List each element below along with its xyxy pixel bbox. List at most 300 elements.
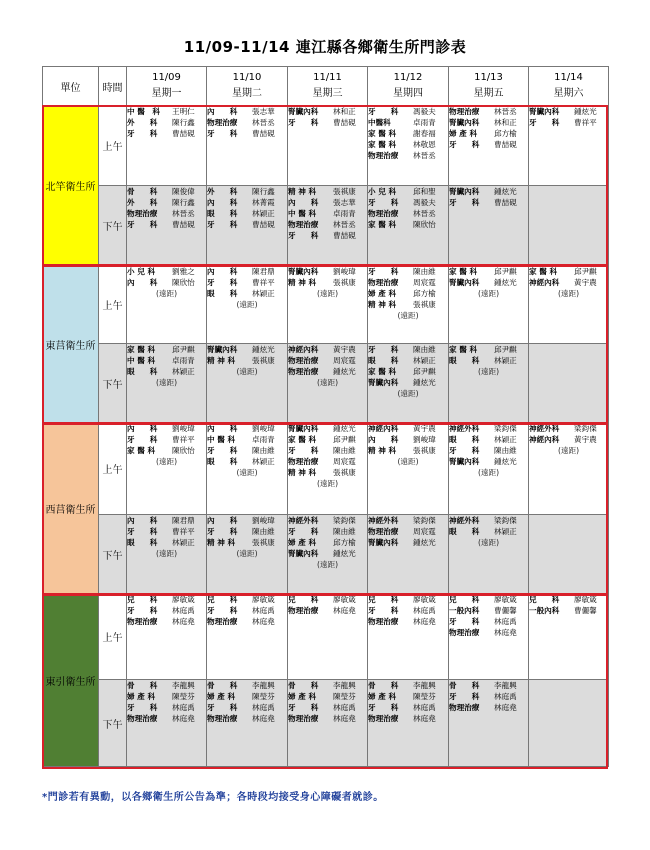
department-label: 腎臟內科 <box>529 107 560 116</box>
department-label: 婦 產 科 <box>288 538 317 547</box>
doctor-name: 曹喆硯 <box>252 220 275 229</box>
schedule-entry <box>368 616 448 627</box>
schedule-row <box>43 266 609 344</box>
department-label: 內 科 <box>207 424 238 433</box>
schedule-entry <box>127 219 206 230</box>
department-label: 牙 科 <box>288 446 319 455</box>
schedule-cell <box>449 344 529 423</box>
department-label: 物理治療 <box>368 527 399 536</box>
schedule-entry <box>449 423 528 434</box>
department-label: 內 科 <box>368 435 399 444</box>
schedule-entry <box>368 445 448 456</box>
department-label: 牙 科 <box>127 606 158 615</box>
department-label: 內 科 <box>127 424 158 433</box>
remote-note: (遠距) <box>557 446 580 455</box>
department-label: 牙 科 <box>368 267 399 276</box>
schedule-cell <box>449 515 529 594</box>
department-label: 眼 科 <box>449 435 480 444</box>
doctor-name: 林庭堯 <box>252 714 275 723</box>
doctor-name: 林晉丞 <box>413 151 436 160</box>
header-row <box>43 67 609 106</box>
doctor-name: 林穎正 <box>494 356 517 365</box>
day-weekday: 星期五 <box>473 88 504 99</box>
schedule-entry <box>127 208 206 219</box>
schedule-entry <box>127 423 206 434</box>
schedule-cell <box>207 515 288 594</box>
department-label: 物理治療 <box>368 209 399 218</box>
department-label: 物理治療 <box>368 617 399 626</box>
schedule-entry <box>207 445 287 456</box>
doctor-name: 林穎正 <box>252 457 275 466</box>
schedule-entry <box>368 691 448 702</box>
schedule-entry <box>368 106 448 117</box>
department-label: 一般內科 <box>449 606 480 615</box>
doctor-name: 曹祥平 <box>172 527 195 536</box>
department-label: 兒 科 <box>449 595 480 604</box>
remote-note: (遠距) <box>316 378 339 387</box>
doctor-name: 林庭禹 <box>413 703 436 712</box>
schedule-cell <box>529 680 609 767</box>
doctor-name: 馮毅夫 <box>413 198 436 207</box>
schedule-entry <box>529 117 608 128</box>
schedule-entry <box>207 355 287 366</box>
doctor-name: 陳由維 <box>413 345 436 354</box>
schedule-entry <box>529 277 608 288</box>
department-label: 精 神 科 <box>288 187 317 196</box>
schedule-entry <box>288 605 367 616</box>
remote-note: (遠距) <box>155 457 178 466</box>
doctor-name: 曹祥平 <box>252 278 275 287</box>
schedule-row <box>43 680 609 767</box>
department-label: 眼 科 <box>127 367 158 376</box>
doctor-name: 卓雨青 <box>413 118 436 127</box>
department-label: 精 神 科 <box>368 300 397 309</box>
doctor-name: 劉峻瑋 <box>333 267 356 276</box>
schedule-entry <box>449 186 528 197</box>
am-label: 上午 <box>99 423 127 515</box>
schedule-entry <box>368 377 448 388</box>
doctor-name: 陳欣怡 <box>172 278 195 287</box>
department-label: 神經內科 <box>368 424 399 433</box>
schedule-entry <box>127 680 206 691</box>
department-label: 物理治療 <box>207 118 238 127</box>
day-header <box>288 67 368 106</box>
doctor-name: 劉峻瑋 <box>252 516 275 525</box>
schedule-cell <box>368 680 449 767</box>
department-label: 牙 科 <box>449 140 480 149</box>
schedule-entry <box>127 434 206 445</box>
schedule-entry <box>207 456 287 467</box>
department-label: 家 醫 科 <box>368 140 397 149</box>
schedule-entry <box>449 456 528 467</box>
department-label: 內 科 <box>207 516 238 525</box>
remote-note: (遠距) <box>397 389 419 398</box>
clinic-unit-name: 東莒衛生所 <box>43 266 99 423</box>
schedule-entry <box>288 434 367 445</box>
schedule-entry <box>288 713 367 724</box>
schedule-entry <box>207 713 287 724</box>
doctor-name: 卓雨青 <box>333 209 356 218</box>
schedule-entry <box>449 616 528 627</box>
doctor-name: 廖敏箴 <box>574 595 597 604</box>
doctor-name: 曹喆硯 <box>333 231 356 240</box>
schedule-entry <box>127 515 206 526</box>
doctor-name: 劉峻瑋 <box>413 435 436 444</box>
doctor-name: 曹喆硯 <box>172 220 195 229</box>
schedule-entry <box>529 605 608 616</box>
schedule-entry <box>368 288 448 299</box>
department-label: 神經內科 <box>529 278 560 287</box>
department-label: 神經內科 <box>288 345 319 354</box>
day-header <box>207 67 288 106</box>
doctor-name: 曹儷馨 <box>494 606 517 615</box>
doctor-name: 劉峻瑋 <box>172 424 195 433</box>
schedule-entry <box>368 128 448 139</box>
department-label: 物理治療 <box>127 209 158 218</box>
department-label: 物理治療 <box>288 220 319 229</box>
doctor-name: 張祺康 <box>413 446 436 455</box>
schedule-entry <box>127 277 206 288</box>
doctor-name: 謝春福 <box>413 129 436 138</box>
department-label: 中 醫 科 <box>207 435 236 444</box>
schedule-entry <box>207 186 287 197</box>
department-label: 眼 科 <box>449 527 480 536</box>
doctor-name: 林庭堯 <box>333 714 356 723</box>
schedule-entry <box>288 445 367 456</box>
schedule-row <box>43 106 609 186</box>
department-label: 一般內科 <box>529 606 560 615</box>
schedule-entry <box>288 117 367 128</box>
doctor-name: 陳瑩芬 <box>413 692 436 701</box>
doctor-name: 陳由維 <box>333 446 356 455</box>
doctor-name: 張祺康 <box>252 356 275 365</box>
department-label: 牙 科 <box>207 703 238 712</box>
doctor-name: 林和正 <box>494 118 517 127</box>
doctor-name: 李龍興 <box>494 681 517 690</box>
department-label: 物理治療 <box>207 617 238 626</box>
schedule-entry <box>288 366 367 377</box>
schedule-entry <box>127 691 206 702</box>
department-label: 骨 科 <box>127 187 158 196</box>
schedule-entry <box>207 434 287 445</box>
schedule-cell <box>529 106 609 186</box>
schedule-cell <box>207 680 288 767</box>
doctor-name: 鍾炫光 <box>574 107 597 116</box>
doctor-name: 陳由維 <box>333 527 356 536</box>
doctor-name: 邱方榆 <box>333 538 356 547</box>
department-label: 精 神 科 <box>368 446 397 455</box>
department-label: 骨 科 <box>288 681 319 690</box>
department-label: 牙 科 <box>529 118 560 127</box>
doctor-name: 周宸霆 <box>413 278 436 287</box>
day-weekday: 星期一 <box>151 88 182 99</box>
department-label: 內 科 <box>207 107 238 116</box>
schedule-entry <box>127 197 206 208</box>
clinic-unit-name: 東引衛生所 <box>43 594 99 767</box>
schedule-cell <box>529 186 609 266</box>
doctor-name: 曹喆硯 <box>252 129 275 138</box>
schedule-entry <box>207 616 287 627</box>
schedule-entry <box>288 467 367 478</box>
schedule-entry <box>207 106 287 117</box>
schedule-entry <box>127 702 206 713</box>
day-date: 11/10 <box>232 72 262 83</box>
department-label: 眼 科 <box>207 457 238 466</box>
department-label: 眼 科 <box>207 289 238 298</box>
schedule-entry <box>368 526 448 537</box>
schedule-entry <box>449 117 528 128</box>
doctor-name: 劉峻瑋 <box>252 424 275 433</box>
schedule-entry <box>288 344 367 355</box>
doctor-name: 陳行鑫 <box>252 187 275 196</box>
schedule-cell <box>368 423 449 515</box>
department-label: 婦 產 科 <box>288 692 317 701</box>
department-label: 家 醫 科 <box>449 345 478 354</box>
department-label: 家 醫 科 <box>529 267 558 276</box>
department-label: 腎臟內科 <box>368 378 399 387</box>
doctor-name: 陳由維 <box>252 446 275 455</box>
schedule-entry <box>127 537 206 548</box>
doctor-name: 周宸霆 <box>333 356 356 365</box>
doctor-name: 梁鈞傑 <box>333 516 356 525</box>
schedule-entry <box>368 186 448 197</box>
doctor-name: 林庭堯 <box>413 714 436 723</box>
department-label: 外 科 <box>207 187 238 196</box>
doctor-name: 梁鈞傑 <box>494 424 517 433</box>
schedule-cell <box>449 266 529 344</box>
doctor-name: 曹儷馨 <box>574 606 597 615</box>
doctor-name: 陳由維 <box>252 527 275 536</box>
department-label: 神經外科 <box>529 424 560 433</box>
remote-note: (遠距) <box>477 289 500 298</box>
doctor-name: 廖敏箴 <box>333 595 356 604</box>
doctor-name: 張志華 <box>333 198 356 207</box>
schedule-entry <box>368 366 448 377</box>
department-label: 內 科 <box>127 516 158 525</box>
department-label: 牙 科 <box>368 345 399 354</box>
schedule-entry <box>288 230 367 241</box>
schedule-entry <box>449 139 528 150</box>
day-weekday: 星期二 <box>232 88 262 99</box>
department-label: 牙 科 <box>127 220 158 229</box>
doctor-name: 梁鈞傑 <box>494 516 517 525</box>
schedule-entry <box>127 605 206 616</box>
doctor-name: 廖敏箴 <box>494 595 517 604</box>
pm-label: 下午 <box>99 344 127 423</box>
remote-note: (遠距) <box>477 468 500 477</box>
doctor-name: 邱和聖 <box>413 187 436 196</box>
doctor-name: 陳行鑫 <box>172 198 195 207</box>
schedule-cell <box>368 515 449 594</box>
doctor-name: 馮毅夫 <box>413 107 436 116</box>
doctor-name: 黃宇農 <box>574 435 597 444</box>
schedule-entry <box>207 208 287 219</box>
department-label: 小 兒 科 <box>127 267 156 276</box>
schedule-entry <box>207 288 287 299</box>
doctor-name: 林敬恩 <box>413 140 436 149</box>
doctor-name: 張祺康 <box>252 538 275 547</box>
schedule-entry <box>288 537 367 548</box>
doctor-name: 曹祥平 <box>574 118 597 127</box>
doctor-name: 陳瑩芬 <box>333 692 356 701</box>
remote-note: (遠距) <box>236 367 258 376</box>
department-label: 家 醫 科 <box>368 129 397 138</box>
schedule-cell <box>529 344 609 423</box>
doctor-name: 張祺康 <box>333 187 356 196</box>
department-label: 牙 科 <box>449 198 480 207</box>
doctor-name: 林和正 <box>333 107 356 116</box>
schedule-cell <box>127 423 207 515</box>
pm-label: 下午 <box>99 515 127 594</box>
department-label: 牙 科 <box>127 435 158 444</box>
time-header: 時間 <box>99 67 127 106</box>
schedule-entry <box>207 128 287 139</box>
doctor-name: 李龍興 <box>333 681 356 690</box>
schedule-entry <box>127 713 206 724</box>
department-label: 牙 科 <box>368 107 399 116</box>
doctor-name: 邱尹麒 <box>172 345 195 354</box>
schedule-cell <box>368 186 449 266</box>
schedule-entry <box>368 277 448 288</box>
doctor-name: 林庭禹 <box>252 606 275 615</box>
remote-note: (遠距) <box>316 289 339 298</box>
schedule-entry <box>207 605 287 616</box>
department-label: 牙 科 <box>368 198 399 207</box>
schedule-cell <box>288 266 368 344</box>
department-label: 牙 科 <box>288 703 319 712</box>
am-label: 上午 <box>99 594 127 680</box>
doctor-name: 黃宇農 <box>333 345 356 354</box>
doctor-name: 林庭堯 <box>494 703 517 712</box>
department-label: 牙 科 <box>207 606 238 615</box>
doctor-name: 鍾炫光 <box>333 424 356 433</box>
schedule-entry <box>449 627 528 638</box>
schedule-cell <box>529 515 609 594</box>
day-header <box>529 67 609 106</box>
schedule-entry <box>288 680 367 691</box>
schedule-entry <box>207 515 287 526</box>
doctor-name: 陳欣怡 <box>413 220 436 229</box>
department-label: 腎臟內科 <box>449 118 480 127</box>
department-label: 物理治療 <box>449 703 480 712</box>
schedule-entry <box>449 344 528 355</box>
schedule-entry <box>127 186 206 197</box>
department-label: 眼 科 <box>368 356 399 365</box>
schedule-entry <box>207 344 287 355</box>
schedule-entry <box>207 526 287 537</box>
department-label: 牙 科 <box>288 231 319 240</box>
department-label: 牙 科 <box>288 118 319 127</box>
doctor-name: 陳瑩芬 <box>252 692 275 701</box>
department-label: 內 科 <box>207 267 238 276</box>
doctor-name: 廖敏箴 <box>172 595 195 604</box>
schedule-entry <box>207 197 287 208</box>
schedule-entry <box>368 117 448 128</box>
schedule-cell <box>449 186 529 266</box>
doctor-name: 曹祥平 <box>172 435 195 444</box>
schedule-entry <box>288 219 367 230</box>
department-label: 腎臟內科 <box>288 424 319 433</box>
doctor-name: 鍾炫光 <box>333 549 356 558</box>
department-label: 外 科 <box>127 118 158 127</box>
schedule-entry <box>288 515 367 526</box>
remote-note: (遠距) <box>557 289 580 298</box>
schedule-cell <box>127 344 207 423</box>
schedule-entry <box>288 423 367 434</box>
schedule-entry <box>207 594 287 605</box>
schedule-cell <box>288 594 368 680</box>
schedule-cell <box>288 515 368 594</box>
department-label: 內 科 <box>288 198 319 207</box>
doctor-name: 梁鈞傑 <box>574 424 597 433</box>
schedule-entry <box>368 150 448 161</box>
day-date: 11/13 <box>474 72 503 83</box>
doctor-name: 林穎正 <box>252 209 275 218</box>
doctor-name: 林晉丞 <box>252 118 275 127</box>
doctor-name: 李龍興 <box>252 681 275 690</box>
schedule-entry <box>449 128 528 139</box>
department-label: 牙 科 <box>207 129 238 138</box>
department-label: 物理治療 <box>449 107 480 116</box>
department-label: 中 醫 科 <box>288 209 317 218</box>
department-label: 家 醫 科 <box>449 267 478 276</box>
department-label: 骨 科 <box>207 681 238 690</box>
remote-note: (遠距) <box>477 367 500 376</box>
doctor-name: 鍾炫光 <box>413 378 436 387</box>
schedule-entry <box>127 616 206 627</box>
schedule-entry <box>368 594 448 605</box>
department-label: 精 神 科 <box>288 278 317 287</box>
doctor-name: 陳君鼎 <box>252 267 275 276</box>
department-label: 物理治療 <box>368 151 399 160</box>
schedule-entry <box>207 117 287 128</box>
schedule-entry <box>127 445 206 456</box>
doctor-name: 黃宇農 <box>574 278 597 287</box>
doctor-name: 林庭禹 <box>252 703 275 712</box>
remote-note: (遠距) <box>477 538 500 547</box>
department-label: 牙 科 <box>449 692 480 701</box>
department-label: 物理治療 <box>127 714 158 723</box>
schedule-entry <box>288 197 367 208</box>
schedule-entry <box>207 277 287 288</box>
remote-note: (遠距) <box>236 549 258 558</box>
schedule-entry <box>449 605 528 616</box>
department-label: 物理治療 <box>127 617 158 626</box>
department-label: 婦 產 科 <box>368 289 397 298</box>
schedule-cell <box>449 106 529 186</box>
doctor-name: 林穎正 <box>172 367 195 376</box>
department-label: 家 醫 科 <box>368 220 397 229</box>
doctor-name: 鍾炫光 <box>413 538 436 547</box>
doctor-name: 廖敏箴 <box>252 595 275 604</box>
schedule-cell <box>207 266 288 344</box>
department-label: 眼 科 <box>449 356 480 365</box>
department-label: 物理治療 <box>288 457 319 466</box>
schedule-entry <box>288 277 367 288</box>
schedule-row <box>43 423 609 515</box>
department-label: 腎臟內科 <box>449 457 480 466</box>
schedule-entry <box>288 106 367 117</box>
clinic-schedule-table <box>42 66 609 767</box>
doctor-name: 林庭堯 <box>494 628 517 637</box>
department-label: 精 神 科 <box>288 468 317 477</box>
schedule-entry <box>207 266 287 277</box>
department-label: 骨 科 <box>449 681 480 690</box>
doctor-name: 張祺康 <box>333 278 356 287</box>
schedule-entry <box>207 680 287 691</box>
doctor-name: 李龍興 <box>172 681 195 690</box>
department-label: 中醫科 <box>368 118 391 127</box>
